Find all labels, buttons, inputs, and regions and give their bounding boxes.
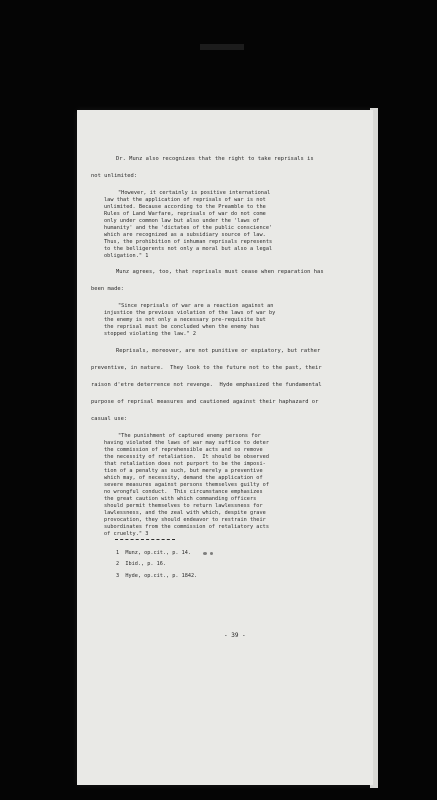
ink-smudge [210, 552, 213, 555]
body-text-line: casual use: [91, 416, 128, 422]
quote-line: which may, of necessity, demand the application of [104, 475, 263, 481]
quote-line: the enemy is not only a necessary pre-requisite but [104, 317, 266, 323]
body-text-line: Dr. Munz also recognizes that the right to take reprisals is [116, 156, 314, 162]
quote-line: law that the application of reprisals of war is not [104, 197, 266, 203]
quote-line: "The punishment of captured enemy persons for [118, 433, 261, 439]
body-text-line: not unlimited: [91, 173, 138, 179]
quote-line: Rules of Land Warfare, reprisals of war do not come [104, 211, 266, 217]
page-number: - 39 - [224, 632, 246, 639]
quote-line: the reprisal must be concluded when the enemy has [104, 324, 260, 330]
quote-line: "However, it certainly is positive international [118, 190, 271, 196]
footnote-separator [115, 539, 175, 540]
footnote: 3 Hyde, op.cit., p. 1842. [116, 573, 198, 579]
quote-line: no wrongful conduct. This circumstance emphasizes [104, 489, 263, 495]
body-text-line: purpose of reprisal measures and cautioned against their haphazard or [91, 399, 319, 405]
ink-smudge [203, 552, 207, 555]
quote-line: the necessity of retaliation. It should be observed [104, 454, 270, 460]
body-text-line: raison d'etre deterrence not revenge. Hyde emphasized the fundamental [91, 382, 322, 388]
body-text-line: been made: [91, 286, 124, 292]
header-mark [200, 44, 244, 50]
quote-line: to the belligerents not only a moral but also a legal [104, 246, 273, 252]
footnote: 2 Ibid., p. 16. [116, 561, 166, 567]
footnote: 1 Munz, op.cit., p. 14. [116, 550, 191, 556]
quote-line: only under common law but also under the 'laws of [104, 218, 260, 224]
quote-line: should permit themselves to return lawlessness for [104, 503, 263, 509]
quote-line: stopped violating the law." 2 [104, 331, 197, 337]
quote-line: "Since reprisals of war are a reaction against an [118, 303, 274, 309]
quote-line: lawlessness, and the zeal with which, despite grave [104, 510, 266, 516]
body-text-line: Reprisals, moreover, are not punitive or expiatory, but rather [116, 348, 321, 354]
quote-line: unlimited. Because according to the Preamble to the [104, 204, 266, 210]
body-text-line: preventive, in nature. They look to the future not to the past, their [91, 365, 322, 371]
quote-line: having violated the laws of war may suffice to deter [104, 440, 270, 446]
quote-line: injustice the previous violation of the laws of war by [104, 310, 276, 316]
quote-line: that retaliation does not purport to be the imposi- [104, 461, 266, 467]
quote-line: which are recognized as a subsidiary source of law. [104, 232, 266, 238]
quote-line: the commission of reprehensible acts and so remove [104, 447, 263, 453]
quote-line: severe measures against persons themselves guilty of [104, 482, 270, 488]
body-text-line: Munz agrees, too, that reprisals must cease when reparation has [116, 269, 324, 275]
quote-line: subordinates from the commission of retaliatory acts [104, 524, 270, 530]
quote-line: obligation." 1 [104, 253, 149, 259]
quote-line: the great caution with which commanding officers [104, 496, 257, 502]
quote-line: of cruelty." 3 [104, 531, 149, 537]
quote-line: Thus, the prohibition of inhuman reprisals represents [104, 239, 273, 245]
quote-line: provocation, they should endeavor to restrain their [104, 517, 266, 523]
quote-line: humanity' and the 'dictates of the public conscience' [104, 225, 273, 231]
quote-line: tion of a penalty as such, but merely a preventive [104, 468, 263, 474]
